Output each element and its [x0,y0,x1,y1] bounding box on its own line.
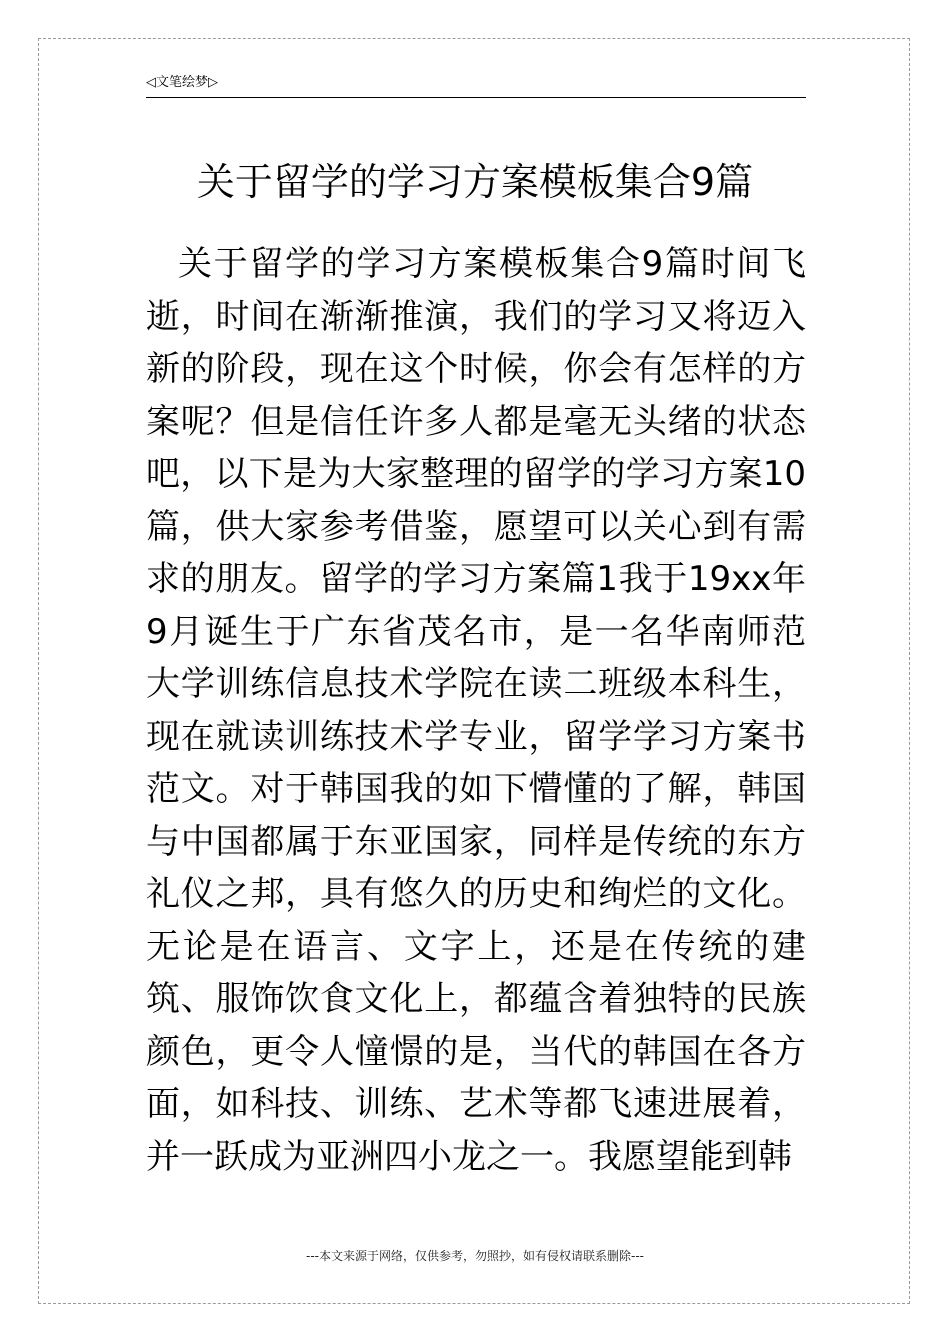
document-title: 关于留学的学习方案模板集合9篇 [196,160,754,204]
header-mark: ◁文笔绘梦▷ [146,75,218,90]
header-rule [146,97,806,98]
body-paragraph: 关于留学的学习方案模板集合9篇时间飞逝，时间在渐渐推演，我们的学习又将迈入新的阶段，现在这个时候，你会有怎样的方案呢？但是信任许多人都是毫无头绪的状态吧，以下是为大家整理的留学的学习方案10篇，供大家参考借鉴，愿望可以关心到有需求的朋友。留学的学习方案篇1我于19xx年9月诞生于广东省茂名市，是一名华南师范大学训练信息技术学院在读二班级本科生，现在就读训练技术学专业，留学学习方案书范文。对于韩国我的如下懵懂的了解，韩国与中国都属于东亚国家，同样是传统的东方礼仪之邦，具有悠久的历史和绚烂的文化。无论是在语言、文字上，还是在传统的建筑、服饰饮食文化上，都蕴含着独特的民族颜色，更令人憧憬的是，当代的韩国在各方面，如科技、训练、艺术等都飞速进展着，并一跃成为亚洲四小龙之一。我愿望能到韩 [146,244,806,1177]
footer-disclaimer: ---本文来源于网络，仅供参考，勿照抄，如有侵权请联系删除--- [306,1249,644,1263]
